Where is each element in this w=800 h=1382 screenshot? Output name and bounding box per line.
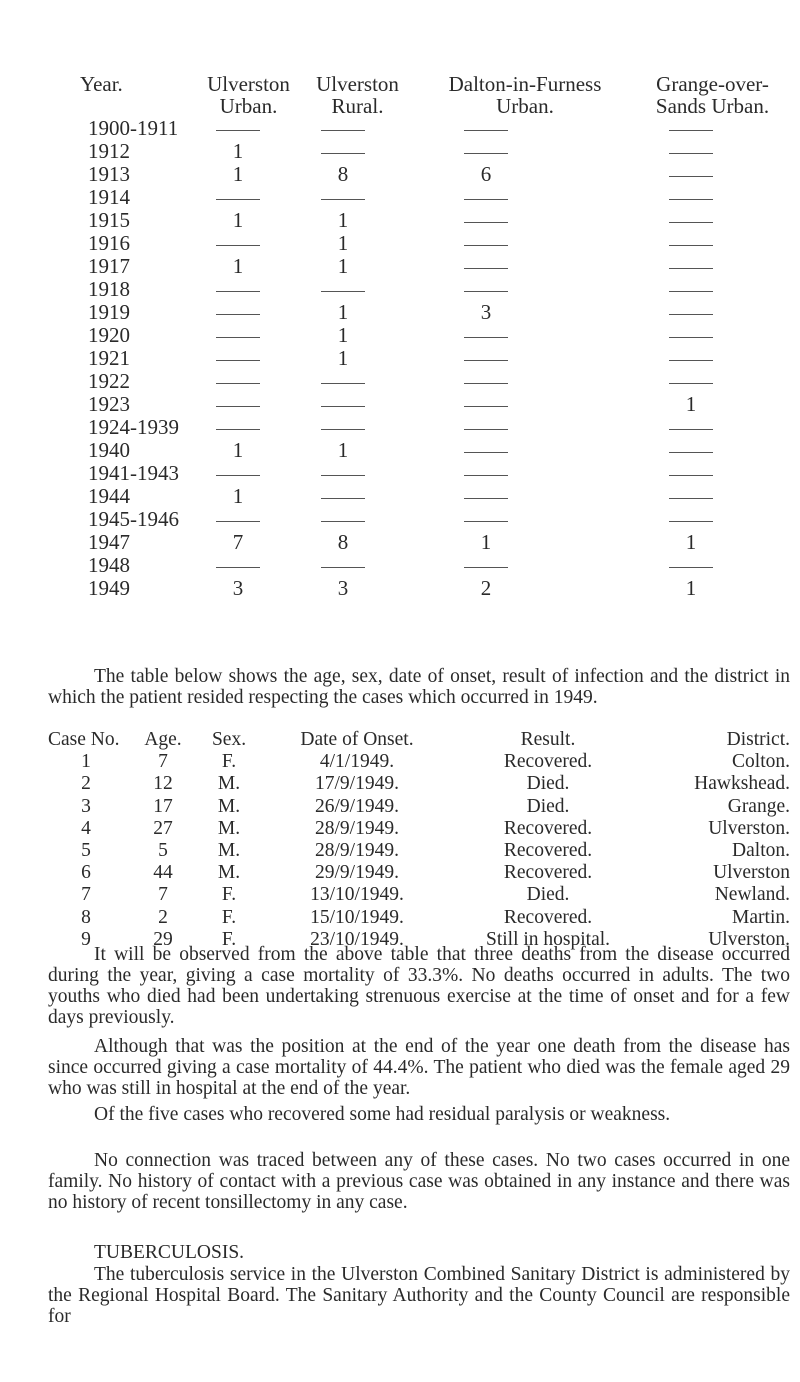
- dash-mark: [464, 199, 508, 200]
- dash-mark: [216, 567, 260, 568]
- table-row: [88, 417, 788, 440]
- empty-dash: [208, 371, 268, 391]
- empty-dash: [661, 555, 721, 575]
- empty-dash: [661, 371, 721, 391]
- case-count: 1: [337, 438, 349, 462]
- cell-sex: M.: [217, 839, 241, 861]
- table-row: [88, 555, 788, 578]
- table-row: [48, 796, 790, 818]
- row-year: 1920: [88, 323, 130, 347]
- header-year: Year.: [80, 72, 123, 96]
- empty-dash: [661, 509, 721, 529]
- dash-mark: [669, 314, 713, 315]
- cell-case-no: 7: [81, 884, 91, 906]
- paragraph-mortality-update: Although that was the position at the end of the year one death from the disease has since occurred giving a case mortality of 44.4%. The patient who died was the female aged 29 who was still in hospital at the end of the year.: [48, 1036, 790, 1099]
- empty-dash: [661, 118, 721, 138]
- empty-dash: [661, 187, 721, 207]
- table-header-row-1: [80, 72, 788, 96]
- dash-mark: [464, 268, 508, 269]
- empty-dash: [456, 463, 516, 483]
- intro-paragraph: The table below shows the age, sex, date of onset, result of infection and the district in which the patient resided respecting the cases which occurred in 1949.: [48, 666, 790, 708]
- table-row: [88, 371, 788, 394]
- table-row: [88, 325, 788, 348]
- cases-by-year-table: [80, 72, 788, 601]
- dash-mark: [669, 498, 713, 499]
- row-year: 1941-1943: [88, 461, 179, 485]
- case-count: 1: [337, 208, 349, 232]
- paragraph-tuberculosis: The tuberculosis service in the Ulverston Combined Sanitary District is administered by the Regional Hospital Board. The Sanitary Authority and the County Council are responsible for: [48, 1264, 790, 1327]
- dash-mark: [669, 222, 713, 223]
- row-year: 1919: [88, 300, 130, 324]
- empty-dash: [208, 302, 268, 322]
- dash-mark: [464, 452, 508, 453]
- cell-result: Recovered.: [503, 817, 593, 839]
- empty-dash: [208, 555, 268, 575]
- table-row: [88, 141, 788, 164]
- dash-mark: [321, 130, 365, 131]
- empty-dash: [313, 187, 373, 207]
- empty-dash: [208, 325, 268, 345]
- dash-mark: [669, 130, 713, 131]
- dash-mark: [464, 498, 508, 499]
- dash-mark: [216, 406, 260, 407]
- dash-mark: [464, 360, 508, 361]
- case-count: 1: [685, 530, 697, 554]
- empty-dash: [456, 210, 516, 230]
- case-count: 1: [480, 530, 492, 554]
- dash-mark: [216, 314, 260, 315]
- empty-dash: [208, 233, 268, 253]
- dash-mark: [216, 429, 260, 430]
- table-row: [48, 907, 790, 929]
- case-count: 1: [685, 392, 697, 416]
- empty-dash: [313, 371, 373, 391]
- dash-mark: [216, 291, 260, 292]
- empty-dash: [661, 141, 721, 161]
- cell-district: Grange.: [727, 795, 790, 817]
- dash-mark: [321, 291, 365, 292]
- dash-mark: [321, 153, 365, 154]
- cell-sex: M.: [217, 773, 241, 795]
- table-row: [48, 751, 790, 773]
- cell-result: Recovered.: [503, 862, 593, 884]
- dash-mark: [464, 429, 508, 430]
- empty-dash: [456, 348, 516, 368]
- row-year: 1922: [88, 369, 130, 393]
- empty-dash: [661, 325, 721, 345]
- empty-dash: [313, 509, 373, 529]
- case-count: 7: [232, 530, 244, 554]
- header-ulverston-urban: Ulverston: [207, 72, 290, 96]
- empty-dash: [456, 440, 516, 460]
- case-count: 3: [337, 576, 349, 600]
- dash-mark: [464, 153, 508, 154]
- table-row: [88, 486, 788, 509]
- cell-age: 12: [153, 773, 173, 795]
- cell-date-of-onset: 28/9/1949.: [315, 839, 399, 861]
- case-count: 1: [337, 300, 349, 324]
- dash-mark: [464, 383, 508, 384]
- dash-mark: [216, 337, 260, 338]
- row-year: 1945-1946: [88, 507, 179, 531]
- cell-district: Newland.: [714, 884, 790, 906]
- table-row: [48, 818, 790, 840]
- cell-age: 7: [158, 884, 168, 906]
- header-dalton-sub: Urban.: [496, 94, 554, 118]
- table-row: [48, 840, 790, 862]
- table-row: [88, 210, 788, 233]
- dash-mark: [321, 383, 365, 384]
- empty-dash: [313, 279, 373, 299]
- dash-mark: [669, 360, 713, 361]
- cell-date-of-onset: 4/1/1949.: [319, 751, 395, 773]
- dash-mark: [669, 291, 713, 292]
- table-row: [88, 118, 788, 141]
- row-year: 1924-1939: [88, 415, 179, 439]
- cell-result: Died.: [526, 773, 570, 795]
- cell-date-of-onset: 29/9/1949.: [315, 862, 399, 884]
- empty-dash: [208, 279, 268, 299]
- row-year: 1916: [88, 231, 130, 255]
- cell-date-of-onset: 13/10/1949.: [310, 884, 404, 906]
- dash-mark: [669, 452, 713, 453]
- header-result: Result.: [520, 729, 576, 750]
- dash-mark: [464, 222, 508, 223]
- case-count: 1: [232, 208, 244, 232]
- cases-by-year-body: [88, 118, 788, 601]
- dash-mark: [216, 199, 260, 200]
- row-year: 1949: [88, 576, 130, 600]
- table-row: [88, 578, 788, 601]
- dash-mark: [464, 245, 508, 246]
- row-year: 1913: [88, 162, 130, 186]
- table-row: [88, 187, 788, 210]
- header-ulverston-rural: Ulverston: [316, 72, 399, 96]
- header-ulverston-urban-sub: Urban.: [219, 94, 278, 118]
- case-count: 8: [337, 162, 349, 186]
- cell-result: Still in hospital.: [485, 928, 611, 950]
- cell-case-no: 9: [81, 928, 91, 950]
- dash-mark: [669, 475, 713, 476]
- dash-mark: [216, 245, 260, 246]
- table-row: [88, 279, 788, 302]
- empty-dash: [661, 417, 721, 437]
- empty-dash: [661, 164, 721, 184]
- cell-result: Died.: [526, 795, 570, 817]
- row-year: 1947: [88, 530, 130, 554]
- row-year: 1915: [88, 208, 130, 232]
- table-row: [88, 233, 788, 256]
- dash-mark: [216, 130, 260, 131]
- empty-dash: [313, 417, 373, 437]
- empty-dash: [456, 555, 516, 575]
- table-row: [88, 440, 788, 463]
- empty-dash: [208, 187, 268, 207]
- cell-district: Ulverston: [713, 862, 790, 884]
- empty-dash: [313, 394, 373, 414]
- dash-mark: [464, 567, 508, 568]
- dash-mark: [669, 521, 713, 522]
- cell-district: Dalton.: [732, 839, 790, 861]
- case-count: 3: [232, 576, 244, 600]
- dash-mark: [321, 406, 365, 407]
- empty-dash: [661, 210, 721, 230]
- case-table-header: [48, 729, 790, 751]
- cell-sex: M.: [217, 795, 241, 817]
- cell-sex: F.: [221, 928, 237, 950]
- cell-age: 44: [153, 862, 173, 884]
- row-year: 1923: [88, 392, 130, 416]
- case-count: 2: [480, 576, 492, 600]
- dash-mark: [216, 383, 260, 384]
- empty-dash: [208, 417, 268, 437]
- paragraph-recovered: Of the five cases who recovered some had residual paralysis or weakness.: [94, 1104, 671, 1125]
- empty-dash: [456, 187, 516, 207]
- cell-sex: F.: [221, 751, 237, 773]
- case-details-body: [48, 751, 790, 951]
- empty-dash: [456, 233, 516, 253]
- table-row: [88, 394, 788, 417]
- header-age: Age.: [144, 729, 182, 750]
- cell-date-of-onset: 17/9/1949.: [315, 773, 399, 795]
- table-row: [88, 348, 788, 371]
- dash-mark: [669, 429, 713, 430]
- dash-mark: [321, 521, 365, 522]
- empty-dash: [661, 256, 721, 276]
- row-year: 1914: [88, 185, 130, 209]
- cell-age: 17: [153, 795, 173, 817]
- cell-result: Recovered.: [503, 839, 593, 861]
- row-year: 1944: [88, 484, 130, 508]
- dash-mark: [464, 130, 508, 131]
- dash-mark: [321, 429, 365, 430]
- cell-result: Recovered.: [503, 751, 593, 773]
- dash-mark: [216, 360, 260, 361]
- empty-dash: [456, 325, 516, 345]
- case-count: 1: [685, 576, 697, 600]
- cell-sex: M.: [217, 862, 241, 884]
- empty-dash: [456, 256, 516, 276]
- empty-dash: [208, 463, 268, 483]
- row-year: 1948: [88, 553, 130, 577]
- empty-dash: [456, 371, 516, 391]
- cell-case-no: 2: [81, 773, 91, 795]
- row-year: 1940: [88, 438, 130, 462]
- cell-date-of-onset: 26/9/1949.: [315, 795, 399, 817]
- empty-dash: [661, 440, 721, 460]
- dash-mark: [321, 475, 365, 476]
- dash-mark: [321, 199, 365, 200]
- cell-case-no: 8: [81, 906, 91, 928]
- empty-dash: [456, 394, 516, 414]
- cell-case-no: 5: [81, 839, 91, 861]
- cell-sex: F.: [221, 906, 237, 928]
- cell-age: 5: [158, 839, 168, 861]
- empty-dash: [456, 141, 516, 161]
- empty-dash: [456, 509, 516, 529]
- dash-mark: [669, 383, 713, 384]
- header-ulverston-rural-sub: Rural.: [331, 94, 384, 118]
- table-row: [48, 862, 790, 884]
- row-year: 1900-1911: [88, 116, 179, 140]
- table-row: [88, 256, 788, 279]
- case-count: 3: [480, 300, 492, 324]
- table-row: [88, 532, 788, 555]
- case-count: 1: [232, 254, 244, 278]
- row-year: 1912: [88, 139, 130, 163]
- cell-district: Ulverston.: [708, 928, 790, 950]
- case-count: 1: [337, 254, 349, 278]
- header-sex: Sex.: [211, 729, 247, 750]
- table-row: [48, 884, 790, 906]
- header-district: District.: [726, 729, 790, 750]
- case-count: 1: [337, 323, 349, 347]
- empty-dash: [456, 118, 516, 138]
- cell-district: Martin.: [732, 906, 790, 928]
- table-header-row-2: [88, 96, 788, 118]
- empty-dash: [661, 233, 721, 253]
- empty-dash: [208, 348, 268, 368]
- dash-mark: [321, 567, 365, 568]
- empty-dash: [208, 394, 268, 414]
- empty-dash: [456, 417, 516, 437]
- empty-dash: [456, 486, 516, 506]
- cell-case-no: 4: [81, 817, 91, 839]
- cell-case-no: 1: [81, 751, 91, 773]
- empty-dash: [313, 486, 373, 506]
- empty-dash: [313, 555, 373, 575]
- case-count: 1: [232, 438, 244, 462]
- dash-mark: [216, 475, 260, 476]
- cell-case-no: 6: [81, 862, 91, 884]
- dash-mark: [669, 567, 713, 568]
- cell-district: Hawkshead.: [694, 773, 790, 795]
- case-count: 1: [337, 346, 349, 370]
- cell-age: 27: [153, 817, 173, 839]
- empty-dash: [313, 141, 373, 161]
- case-count: 6: [480, 162, 492, 186]
- cell-sex: M.: [217, 817, 241, 839]
- empty-dash: [208, 509, 268, 529]
- dash-mark: [464, 475, 508, 476]
- cell-district: Colton.: [732, 751, 790, 773]
- table-row: [88, 164, 788, 187]
- dash-mark: [321, 498, 365, 499]
- dash-mark: [464, 337, 508, 338]
- cell-date-of-onset: 15/10/1949.: [310, 906, 404, 928]
- table-row: [48, 773, 790, 795]
- case-count: 8: [337, 530, 349, 554]
- empty-dash: [661, 279, 721, 299]
- paragraph-deaths: It will be observed from the above table that three deaths from the disease occurred during the year, giving a case mortality of 33.3%. No deaths occurred in adults. The two youths who died had been undertaking strenuous exercise at the time of onset and for a few days previously.: [48, 944, 790, 1028]
- case-count: 1: [337, 231, 349, 255]
- case-count: 1: [232, 484, 244, 508]
- dash-mark: [464, 291, 508, 292]
- header-date-of-onset: Date of Onset.: [300, 729, 414, 750]
- row-year: 1917: [88, 254, 130, 278]
- dash-mark: [669, 268, 713, 269]
- header-dalton: Dalton-in-Furness: [448, 72, 602, 96]
- row-year: 1921: [88, 346, 130, 370]
- table-row: [88, 509, 788, 532]
- cell-date-of-onset: 23/10/1949.: [310, 928, 404, 950]
- header-grange-sub: Sands Urban.: [655, 94, 770, 118]
- empty-dash: [313, 118, 373, 138]
- empty-dash: [661, 348, 721, 368]
- cell-district: Ulverston.: [708, 817, 790, 839]
- cell-date-of-onset: 28/9/1949.: [315, 817, 399, 839]
- table-row: [88, 463, 788, 486]
- dash-mark: [669, 337, 713, 338]
- section-heading-tuberculosis: TUBERCULOSIS.: [94, 1242, 245, 1263]
- cell-age: 7: [158, 751, 168, 773]
- dash-mark: [464, 521, 508, 522]
- empty-dash: [313, 463, 373, 483]
- cell-result: Died.: [526, 884, 570, 906]
- empty-dash: [661, 463, 721, 483]
- dash-mark: [669, 153, 713, 154]
- cell-age: 29: [153, 928, 173, 950]
- row-year: 1918: [88, 277, 130, 301]
- table-row: [88, 302, 788, 325]
- cell-age: 2: [158, 906, 168, 928]
- case-count: 1: [232, 162, 244, 186]
- case-count: 1: [232, 139, 244, 163]
- cell-sex: F.: [221, 884, 237, 906]
- empty-dash: [661, 486, 721, 506]
- cell-case-no: 3: [81, 795, 91, 817]
- header-case-no: Case No.: [48, 729, 120, 750]
- empty-dash: [661, 302, 721, 322]
- paragraph-no-connection: No connection was traced between any of these cases. No two cases occurred in one family. No history of contact with a previous case was obtained in any instance and there was no history of recent tonsillectomy in any case.: [48, 1150, 790, 1213]
- dash-mark: [669, 245, 713, 246]
- empty-dash: [208, 118, 268, 138]
- dash-mark: [464, 406, 508, 407]
- empty-dash: [456, 279, 516, 299]
- dash-mark: [216, 521, 260, 522]
- dash-mark: [669, 199, 713, 200]
- cell-result: Recovered.: [503, 906, 593, 928]
- header-grange: Grange-over-: [656, 72, 769, 96]
- dash-mark: [669, 176, 713, 177]
- case-details-table: [48, 729, 790, 951]
